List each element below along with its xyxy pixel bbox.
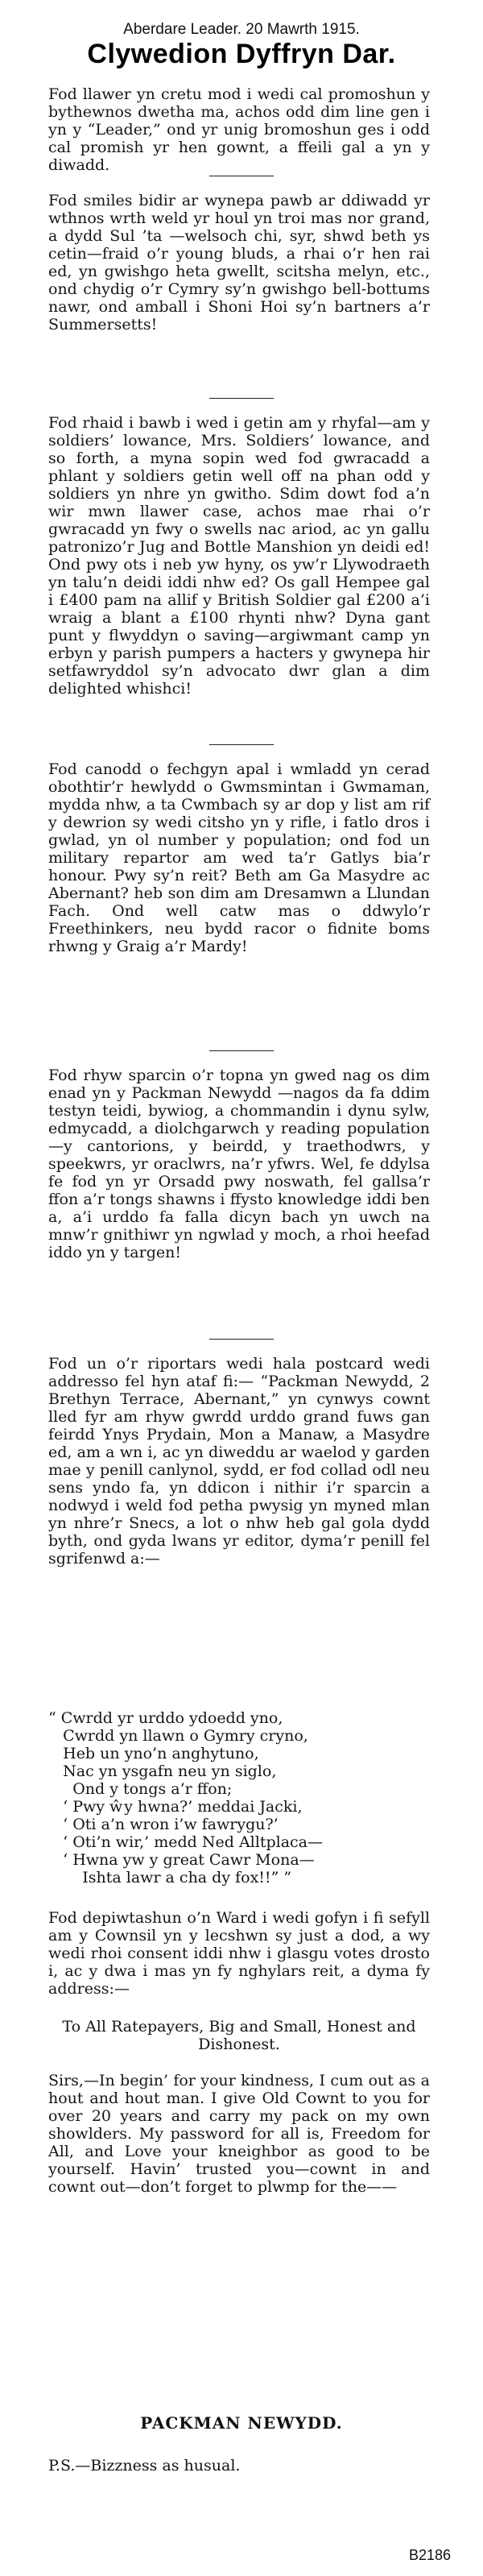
verse-line: Cwrdd yn llawn o Gymry cryno, xyxy=(48,1727,308,1745)
paragraph-5: Fod rhyw sparcin o’r topna yn gwed nag os dim enad yn y Packman Newydd —nagos da fa ddim testyn teidi, bywiog, a chommandin i dynu sylw, edmycadd, a diolchgarwch y reading population—y cantorions, y beirdd, y traethodwrs, y speekwrs, yr oraclwrs, na’r yfwrs. Wel, fe ddylsa fe fod yn yr Orsadd pwy noswath, fel gallsa’r ffon a’r tongs shawns i ffysto knowledge iddi ben a, a’i urddo fa falla dicyn bach yn uwch na mnw’r gnithiwr yn ngwlad y moch, a rhoi heefad iddo yn y targen! xyxy=(48,1066,430,1261)
article-title: Clywedion Dyffryn Dar. xyxy=(87,39,396,69)
publication-source: Aberdare Leader. 20 Mawrth 1915. xyxy=(123,21,360,38)
reference-code: B2186 xyxy=(408,2547,451,2563)
signature: PACKMAN NEWYDD. xyxy=(140,2413,343,2433)
verse-line: Nac yn ysgafn neu yn siglo, xyxy=(48,1762,277,1780)
verse-line: ‘ Oti a’n wron i’w fawrygu?’ xyxy=(48,1816,279,1833)
paragraph-1: Fod llawer yn cretu mod i wedi cal promoshun y bythewnos dwetha ma, achos odd dim line gen i yn y “Leader,” ond yr unig bromoshun ges i odd cal promish yr hen gownt, a ffeili gal a yn y diwadd. xyxy=(48,85,430,174)
verse-line: “ Cwrdd yr urddo ydoedd yno, xyxy=(48,1709,283,1727)
verse-block xyxy=(48,1709,435,1886)
address-heading: To All Ratepayers, Big and Small, Honest and Dishonest. xyxy=(62,2018,416,2053)
verse-line: ‘ Hwna yw y great Cawr Mona— xyxy=(48,1851,315,1869)
verse-line: Ishta lawr a cha dy fox!!” ” xyxy=(48,1869,292,1886)
verse-line: ‘ Oti’n wir,’ medd Ned Alltplaca— xyxy=(48,1833,323,1851)
paragraph-3: Fod rhaid i bawb i wed i getin am y rhyfal—am y soldiers’ lowance, Mrs. Soldiers’ lowance, and so forth, a myna sopin wed fod gwracadd a phlant y soldiers getin well off na phan odd y soldiers yn nhre yn gwitho. Sdim dowt fod a’n wir mwn llawer case, achos mae rhai o’r gwracadd yn fwy o swells nac ariod, ac yn gallu patronizo’r Jug and Bottle Manshion yn deidi ed! Ond pwy ots i neb yw hyny, os yw’r Llywodraeth yn talu’n deidi iddi nhw ed? Os gall Hempee gal i £400 pam na allif y British Soldier gal £200 a’i wraig a blant a £100 rhynti nhw? Dyna gant punt y flwyddyn o saving—argiwmant camp yn erbyn y parish pumpers a hacters y gwynepa hir setfawryddol sy’n advocato dwr glan a dim delighted whishci! xyxy=(48,414,430,698)
verse-line: Ond y tongs a’r ffon; xyxy=(48,1780,233,1798)
paragraph-6: Fod un o’r riportars wedi hala postcard wedi addresso fel hyn ataf fi:— “Packman Newydd, 2 Brethyn Terrace, Abernant,” yn cynwys cownt lled fyr am rhyw gwrdd urddo grand fuws gan feirdd Ynys Prydain, Mon a Manaw, a Masydre ed, am a wn i, ac yn diweddu ar waelod y garden mae y penill canlynol, sydd, er fod collad odl neu sens yndo fa, yn ddicon i nithir i’r sparcin a nodwyd i weld fod petha pwysig yn myned mlan yn nhre’r Snecs, a lot o nhw heb gal gola dydd byth, ond gyda lwans yr editor, dyma’r penill fel sgrifenwd a:— xyxy=(48,1355,430,1568)
verse-line: ‘ Pwy ŵy hwna?’ meddai Jacki, xyxy=(48,1798,303,1816)
postscript: P.S.—Bizzness as husual. xyxy=(48,2457,241,2475)
section-divider xyxy=(209,1050,274,1051)
paragraph-7: Fod depiwtashun o’n Ward i wedi gofyn i fi sefyll am y Cownsil yn y lecshwn sy just a dod, a wy wedi rhoi consent iddi nhw i glasgu votes drosto i, ac y dwa i mas yn fy nghylars reit, a dyma fy address:— xyxy=(48,1909,430,1998)
section-divider xyxy=(209,744,274,745)
paragraph-4: Fod canodd o fechgyn apal i wmladd yn cerad obothtir’r hewlydd o Gwmsmintan i Gwmaman, mydda nhw, a ta Cwmbach sy ar dop y list am rif y dewrion sy wedi citsho yn y rifle, i fatlo dros i gwlad, yn ol number y population; ond fod un military repartor am wed ta’r Gatlys bia’r honour. Pwy sy’n reit? Beth am Ga Masydre ac Abernant? heb son dim am Dresamwn a Llundan Fach. Ond well catw mas o ddwylo’r Freethinkers, neu bydd racor o fidnite boms rhwng y Graig a’r Mardy! xyxy=(48,760,430,955)
section-divider xyxy=(209,398,274,399)
section-divider xyxy=(209,1339,274,1340)
address-body: Sirs,—In begin’ for your kindness, I cum out as a hout and hout man. I give Old Cownt to you for over 20 years and carry my pack on my own showlders. My password for all is, Freedom for All, and Love your kneighbor as good to be yourself. Havin’ trusted you—cownt in and cownt out—don’t forget to plwmp for the—— xyxy=(48,2072,430,2196)
verse-line: Heb un yno’n anghytuno, xyxy=(48,1745,259,1762)
paragraph-2: Fod smiles bidir ar wynepa pawb ar ddiwadd yr wthnos wrth weld yr houl yn troi mas nor grand, a dydd Sul ’ta —welsoch chi, syr, shwd beth ys cetin—fraid o’r young bluds, a rhai o’r hen rai ed, yn gwishgo heta gwellt, scitsha melyn, etc., ond chydig o’r Cymry sy’n gwishgo bell-bottums nawr, ond amball i Shoni Hoi sy’n bartners a’r Summersetts! xyxy=(48,192,430,333)
